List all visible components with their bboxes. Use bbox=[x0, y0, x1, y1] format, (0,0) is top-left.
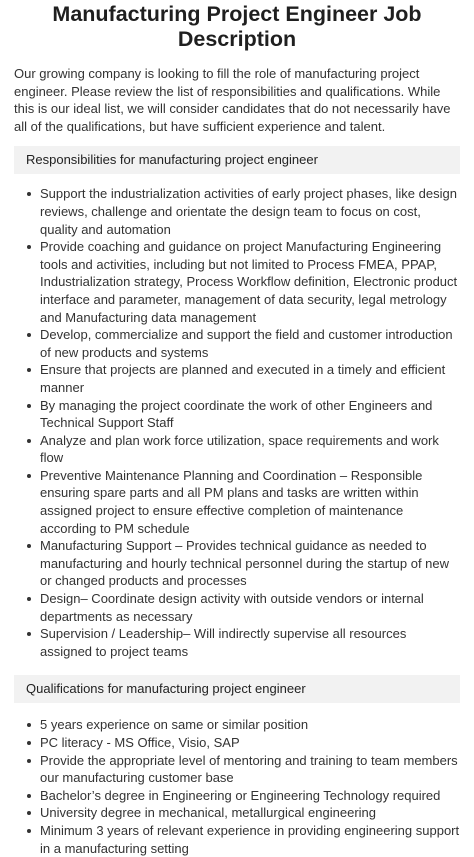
list-item: Provide the appropriate level of mentoring and training to team members our manufacturing customer base bbox=[40, 752, 460, 787]
qualifications-heading: Qualifications for manufacturing project engineer bbox=[14, 675, 460, 703]
intro-paragraph: Our growing company is looking to fill the role of manufacturing project engineer. Please review the list of responsibilities and qualifications. While this is our ideal list, we will consider candidates that do not necessarily have all of the qualifications, but have sufficient experience and talent. bbox=[14, 66, 451, 134]
list-item: Ensure that projects are planned and executed in a timely and efficient manner bbox=[40, 361, 460, 396]
list-item: Preventive Maintenance Planning and Coordination – Responsible ensuring spare parts and all PM plans and tasks are written within assigned project to ensure effective completion of maintenance according to PM schedule bbox=[40, 467, 460, 537]
list-item: Minimum 3 years of relevant experience in providing engineering support in a manufacturing setting bbox=[40, 822, 460, 856]
page-title: Manufacturing Project Engineer Job Description bbox=[52, 2, 422, 51]
qualifications-list bbox=[14, 716, 460, 857]
list-item: Analyze and plan work force utilization, space requirements and work flow bbox=[40, 432, 460, 467]
list-item: Bachelor’s degree in Engineering or Engineering Technology required bbox=[40, 787, 460, 805]
list-item: Design– Coordinate design activity with outside vendors or internal departments as necessary bbox=[40, 590, 460, 625]
list-item: PC literacy - MS Office, Visio, SAP bbox=[40, 734, 460, 752]
list-item: Supervision / Leadership– Will indirectly supervise all resources assigned to project teams bbox=[40, 625, 460, 660]
responsibilities-heading: Responsibilities for manufacturing project engineer bbox=[14, 146, 460, 174]
list-item: Develop, commercialize and support the field and customer introduction of new products and systems bbox=[40, 326, 460, 361]
list-item: University degree in mechanical, metallurgical engineering bbox=[40, 804, 460, 822]
list-item: By managing the project coordinate the work of other Engineers and Technical Support Staff bbox=[40, 397, 460, 432]
list-item: Manufacturing Support – Provides technical guidance as needed to manufacturing and hourly technical personnel during the startup of new or changed products and processes bbox=[40, 537, 460, 590]
responsibilities-list bbox=[14, 185, 460, 660]
list-item: Provide coaching and guidance on project Manufacturing Engineering tools and activities, including but not limited to Process FMEA, PPAP, Industrialization strategy, Process Workflow definition, Electronic product interface and parameter, management of data security, legal metrology and Manufacturing data management bbox=[40, 238, 460, 326]
list-item: 5 years experience on same or similar position bbox=[40, 716, 460, 734]
list-item: Support the industrialization activities of early project phases, like design reviews, challenge and orientate the design team to focus on cost, quality and automation bbox=[40, 185, 460, 238]
